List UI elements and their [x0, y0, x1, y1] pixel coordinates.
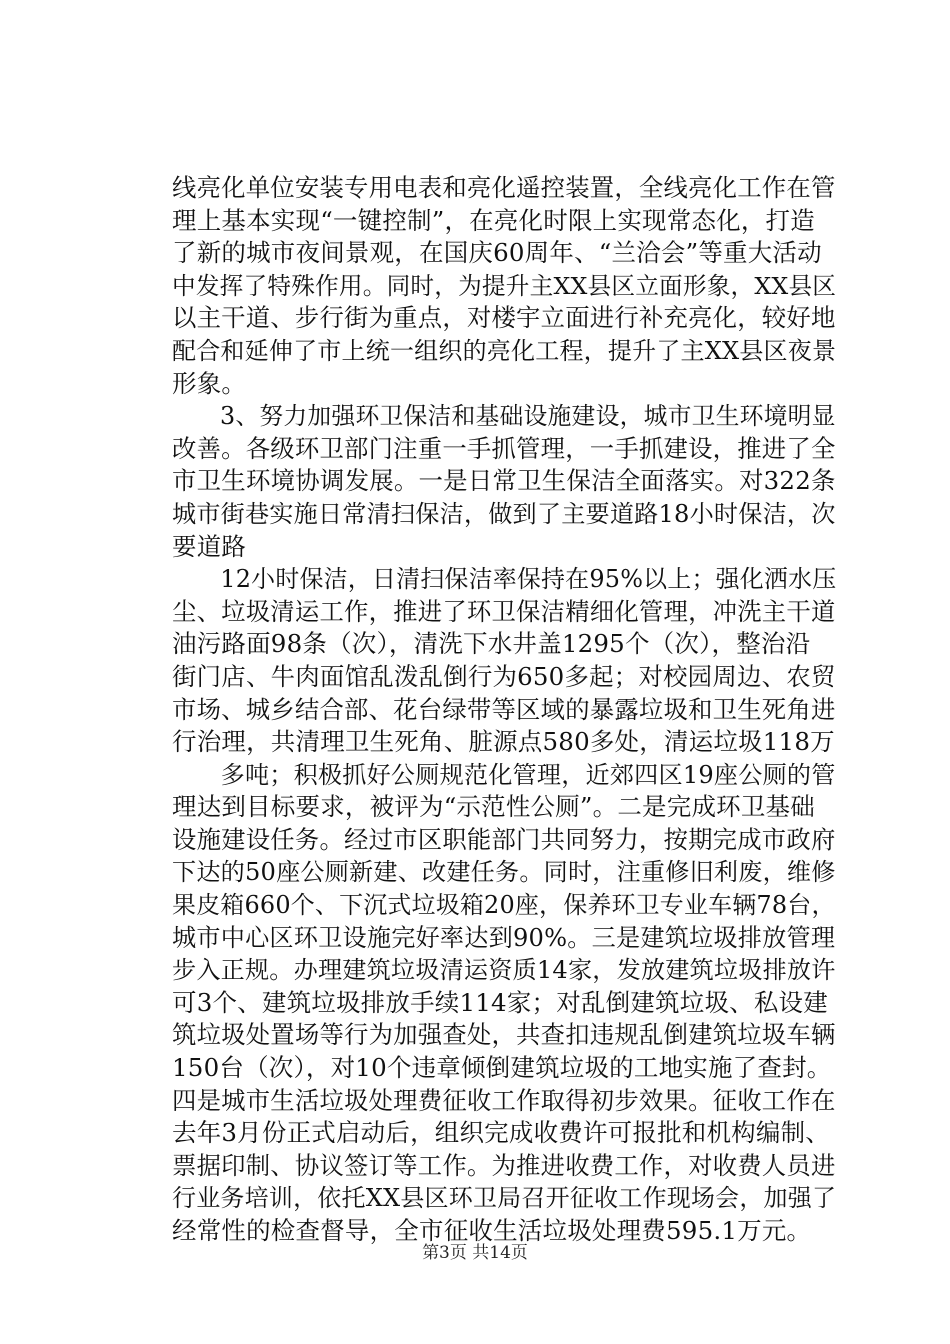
text-line: 经常性的检查督导，全市征收生活垃圾处理费595.1万元。: [172, 1216, 812, 1245]
text-line: 尘、垃圾清运工作，推进了环卫保洁精细化管理，冲洗主干道: [172, 596, 836, 626]
text-line: 城市中心区环卫设施完好率达到90%。三是建筑垃圾排放管理: [172, 923, 836, 952]
text-line: 行治理，共清理卫生死角、脏源点580多处，清运垃圾118万: [172, 727, 835, 757]
text-line: 城市街巷实施日常清扫保洁，做到了主要道路18小时保洁，次: [172, 499, 836, 528]
text-line: 改善。各级环卫部门注重一手抓管理，一手抓建设，推进了全: [172, 433, 836, 463]
text-line: 油污路面98条（次），清洗下水井盖1295个（次），整治沿: [172, 629, 811, 659]
text-line: 市卫生环境协调发展。一是日常卫生保洁全面落实。对322条: [172, 466, 836, 496]
text-line: 街门店、牛肉面馆乱泼乱倒行为650多起；对校园周边、农贸: [172, 661, 836, 691]
text-line: 步入正规。办理建筑垃圾清运资质14家，发放建筑垃圾排放许: [172, 956, 836, 985]
text-line: 四是城市生活垃圾处理费征收工作取得初步效果。征收工作在: [172, 1085, 836, 1115]
text-line: 形象。: [172, 368, 247, 398]
text-line: 以主干道、步行街为重点，对楼宇立面进行补充亮化，较好地: [172, 303, 836, 333]
text-line: 中发挥了特殊作用。同时，为提升主XX县区立面形象，XX县区: [172, 271, 837, 300]
page-footer: 第3页 共14页: [422, 1243, 528, 1263]
body-text: [172, 172, 837, 1248]
text-line: 市场、城乡结合部、花台绿带等区域的暴露垃圾和卫生死角进: [172, 694, 836, 724]
text-line: 设施建设任务。经过市区职能部门共同努力，按期完成市政府: [172, 824, 836, 854]
text-line: 多吨；积极抓好公厕规范化管理，近郊四区19座公厕的管: [172, 760, 836, 789]
text-line: 可3个、建筑垃圾排放手续114家；对乱倒建筑垃圾、私设建: [172, 987, 828, 1017]
text-line: 线亮化单位安装专用电表和亮化遥控装置，全线亮化工作在管: [172, 173, 836, 202]
text-line: 3、努力加强环卫保洁和基础设施建设，城市卫生环境明显: [172, 402, 836, 431]
text-line: 12小时保洁，日清扫保洁率保持在95%以上；强化洒水压: [172, 565, 837, 594]
text-line: 去年3月份正式启动后，组织完成收费许可报批和机构编制、: [172, 1118, 830, 1148]
text-line: 理上基本实现“一键控制”，在亮化时限上实现常态化，打造: [172, 205, 815, 235]
text-line: 150台（次），对10个违章倾倒建筑垃圾的工地实施了查封。: [172, 1053, 832, 1083]
text-line: 要道路: [172, 531, 247, 561]
text-line: 理达到目标要求，被评为“示范性公厕”。二是完成环卫基础: [172, 792, 815, 822]
text-line: 票据印制、协议签订等工作。为推进收费工作，对收费人员进: [172, 1150, 836, 1180]
text-line: 下达的50座公厕新建、改建任务。同时，注重修旧利废，维修: [172, 858, 836, 887]
text-line: 行业务培训，依托XX县区环卫局召开征收工作现场会，加强了: [172, 1184, 837, 1213]
text-line: 筑垃圾处置场等行为加强查处，共查扣违规乱倒建筑垃圾车辆: [172, 1020, 836, 1050]
text-line: 配合和延伸了市上统一组织的亮化工程，提升了主XX县区夜景: [172, 336, 837, 365]
text-line: 了新的城市夜间景观，在国庆60周年、“兰洽会”等重大活动: [172, 238, 822, 268]
text-line: 果皮箱660个、下沉式垃圾箱20座，保养环卫专业车辆78台，: [172, 891, 836, 920]
